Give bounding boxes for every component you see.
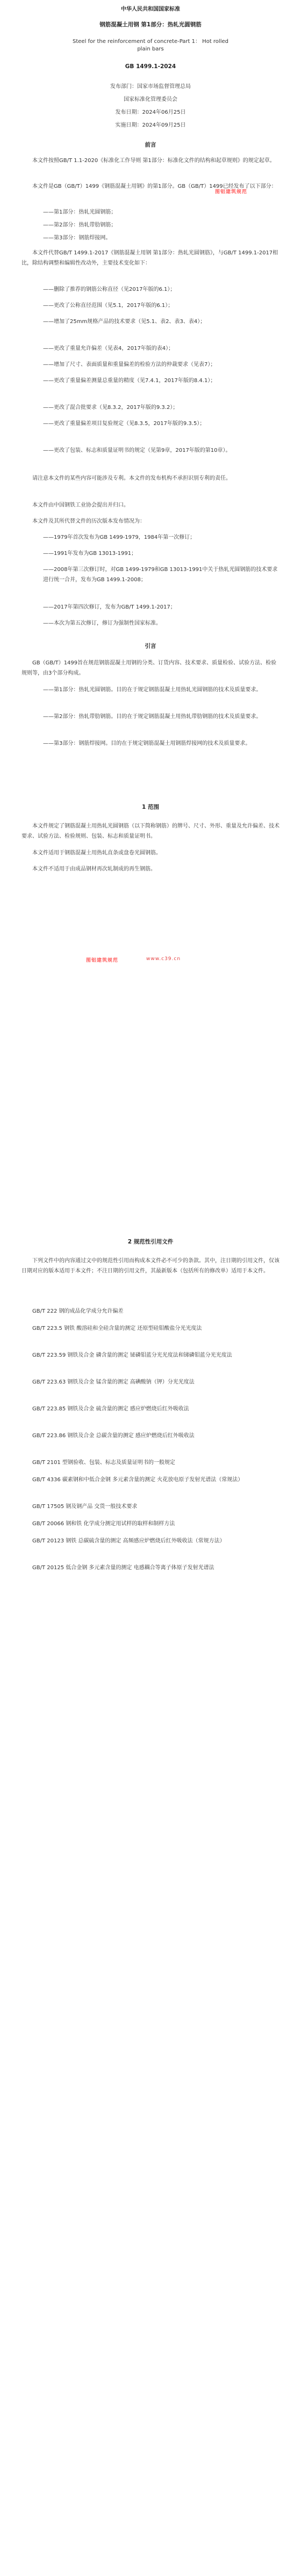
change-item-9: ——更改了包装、标志和质量证明书的规定（见第9章，2017年版的第10章）。 — [43, 448, 231, 453]
normative-references-paragraph: 下列文件中的内容通过文中的规范性引用而构成本文件必不可少的条款。其中，注日期的引用文件，仅该日期对应的版本适用于本文件；不注日期的引用文件，其最新版本（包括所有的修改单）适用于本文件。 — [22, 1258, 280, 1274]
history-item-5: ——本次为第五次修订，修订为强制性国家标准。 — [43, 620, 161, 626]
change-item-7: ——更改了混合批要求（见8.3.2，2017年版的9.3.2）； — [43, 405, 178, 411]
reference-item: GB/T 20123 钢铁 总碳硫含量的测定 高频感应炉燃烧后红外吸收法（常规方法） — [32, 1538, 225, 1544]
reference-item: GB/T 223.86 钢铁及合金 总碳含量的测定 感应炉燃烧后红外吸收法 — [32, 1433, 195, 1439]
publisher-line2: 国家标准化管理委员会 — [124, 97, 177, 103]
change-item-1: ——删除了推荐的钢筋公称直径（见2017年版的6.1）； — [43, 287, 176, 292]
document-title-en-line1: Steel for the reinforcement of concrete-Part 1： Hot rolled — [73, 39, 228, 45]
document-title-en-line2: plain bars — [137, 46, 164, 52]
part-item-3: ——第3部分：钢筋焊接网。 — [43, 235, 111, 241]
history-item-4: ——2017年第四次修订，发布为GB/T 1499.1-2017； — [43, 604, 176, 610]
reference-item: GB/T 223.85 钢铁及合金 硫含量的测定 感应炉燃烧后红外吸收法 — [32, 1406, 189, 1412]
foreword-paragraph-1: 本文件按照GB/T 1.1-2020《标准化工作导则 第1部分：标准化文件的结构和起草规则》的规定起草。 — [32, 158, 275, 164]
introduction-paragraph-1: GB（GB/T）1499旨在规范钢筋混凝土用钢的分类、订货内容、技术要求、质量检验、试验方法、检验规则等，由3个部分构成。 — [22, 660, 277, 676]
reference-item: GB/T 223.63 钢铁及合金 锰含量的测定 高碘酸钠（钾）分光光度法 — [32, 1379, 195, 1385]
reference-item: GB/T 20066 钢和铁 化学成分测定用试样的取样和制样方法 — [32, 1521, 175, 1527]
intro-item-1: ——第1部分：热轧光圆钢筋。目的在于规定钢筋混凝土用热轧光圆钢筋的技术及质量要求。 — [43, 687, 262, 693]
change-item-8: ——更改了重量偏差项目复验规定（见8.3.5，2017年版的9.3.5）； — [43, 421, 205, 427]
scope-paragraph-3: 本文件不适用于由成品钢材再次轧制成的再生钢筋。 — [32, 866, 156, 872]
national-standard-label: 中华人民共和国国家标准 — [121, 6, 180, 12]
foreword-heading: 前言 — [145, 142, 156, 148]
reference-item: GB/T 223.5 钢铁 酸溶硅和全硅含量的测定 还原型硅钼酸盐分光光度法 — [32, 1326, 202, 1331]
foreword-paragraph-4: 请注意本文件的某些内容可能涉及专利。本文件的发布机构不承担识别专利的责任。 — [32, 475, 231, 481]
publisher-line1: 发布部门：国家市场监督管理总局 — [110, 84, 191, 90]
reference-item: GB/T 4336 碳素钢和中低合金钢 多元素含量的测定 火花放电原子发射光谱法（常规法） — [32, 1477, 243, 1483]
scope-heading: 1 范围 — [142, 804, 159, 810]
change-item-5: ——增加了尺寸、表面质量和重量偏差的检验方法的仲裁要求（见表7）； — [43, 362, 216, 368]
watermark-text: 图铝建筑规范 — [215, 189, 248, 195]
change-item-4: ——更改了重量允许偏差（见表4，2017年版的表4）； — [43, 346, 174, 352]
normative-references-heading: 2 规范性引用文件 — [127, 1239, 174, 1245]
foreword-paragraph-2: 本文件是GB（GB/T）1499《钢筋混凝土用钢》的第1部分。GB（GB/T）1499已经发布了以下部分： — [32, 184, 277, 189]
scope-paragraph-1: 本文件规定了钢筋混凝土用热轧光圆钢筋（以下简称钢筋）的牌号、尺寸、外形、重量及允许偏差、技术要求、试验方法、检验规则、包装、标志和质量证明书。 — [22, 823, 280, 839]
reference-item: GB/T 222 钢的成品化学成分允许偏差 — [32, 1308, 124, 1314]
reference-item: GB/T 20125 低合金钢 多元素含量的测定 电感耦合等离子体原子发射光谱法 — [32, 1565, 214, 1571]
change-item-6: ——更改了重量偏差测量总重量的精度（见7.4.1，2017年版的8.4.1）； — [43, 378, 216, 384]
foreword-paragraph-6: 本文件及其所代替文件的历次版本发布情况为： — [32, 518, 145, 524]
change-item-2: ——更改了公称直径范围（见5.1，2017年版的6.1）； — [43, 303, 174, 309]
part-item-2: ——第2部分：热轧带肋钢筋； — [43, 222, 117, 228]
reference-item: GB/T 223.59 钢铁及合金 磷含量的测定 铋磷钼蓝分光光度法和锑磷钼蓝分光光度法 — [32, 1352, 232, 1358]
watermark-url: www.c39.cn — [146, 956, 181, 962]
scope-paragraph-2: 本文件适用于钢筋混凝土用热轧直条或盘卷光圆钢筋。 — [32, 850, 161, 856]
implementation-date: 实施日期：2024年09月25日 — [115, 122, 186, 128]
foreword-paragraph-5: 本文件由中国钢铁工业协会提出并归口。 — [32, 502, 129, 508]
intro-item-2: ——第2部分：热轧带肋钢筋。目的在于规定钢筋混凝土用热轧带肋钢筋的技术及质量要求。 — [43, 714, 262, 720]
foreword-paragraph-3: 本文件代替GB/T 1499.1-2017《钢筋混凝土用钢 第1部分：热轧光圆钢筋》，与GB/T 1499.1-2017相比，除结构调整和编辑性改动外，主要技术变化如下： — [22, 250, 278, 266]
history-item-3: ——2008年第三次修订时，对GB 1499-1979和GB 13013-1991中关于热轧光圆钢筋的技术要求进行统一合并，发布为GB 1499.1-2008； — [43, 567, 278, 583]
watermark-text: 图铝建筑规范 — [86, 958, 119, 963]
reference-item: GB/T 17505 钢及钢产品 交货一般技术要求 — [32, 1504, 138, 1510]
standard-code: GB 1499.1-2024 — [125, 63, 176, 70]
history-item-2: ——1991年发布为GB 13013-1991； — [43, 551, 137, 557]
reference-item: GB/T 2101 型钢验收、包装、标志及质量证明书的一般规定 — [32, 1460, 175, 1466]
history-item-1: ——1979年首次发布为GB 1499-1979，1984年第一次修订； — [43, 535, 196, 540]
intro-item-3: ——第3部分：钢筋焊接网。目的在于规定钢筋混凝土用钢筋焊接网的技术及质量要求。 — [43, 741, 251, 747]
introduction-heading: 引言 — [145, 643, 156, 649]
publish-date: 发布日期：2024年06月25日 — [115, 109, 186, 115]
document-title-cn: 钢筋混凝土用钢 第1部分：热轧光圆钢筋 — [99, 21, 202, 28]
change-item-3: ——增加了25mm规格产品的技术要求（见5.1、表2、表3、表4）； — [43, 319, 206, 325]
part-item-1: ——第1部分：热轧光圆钢筋； — [43, 209, 117, 215]
